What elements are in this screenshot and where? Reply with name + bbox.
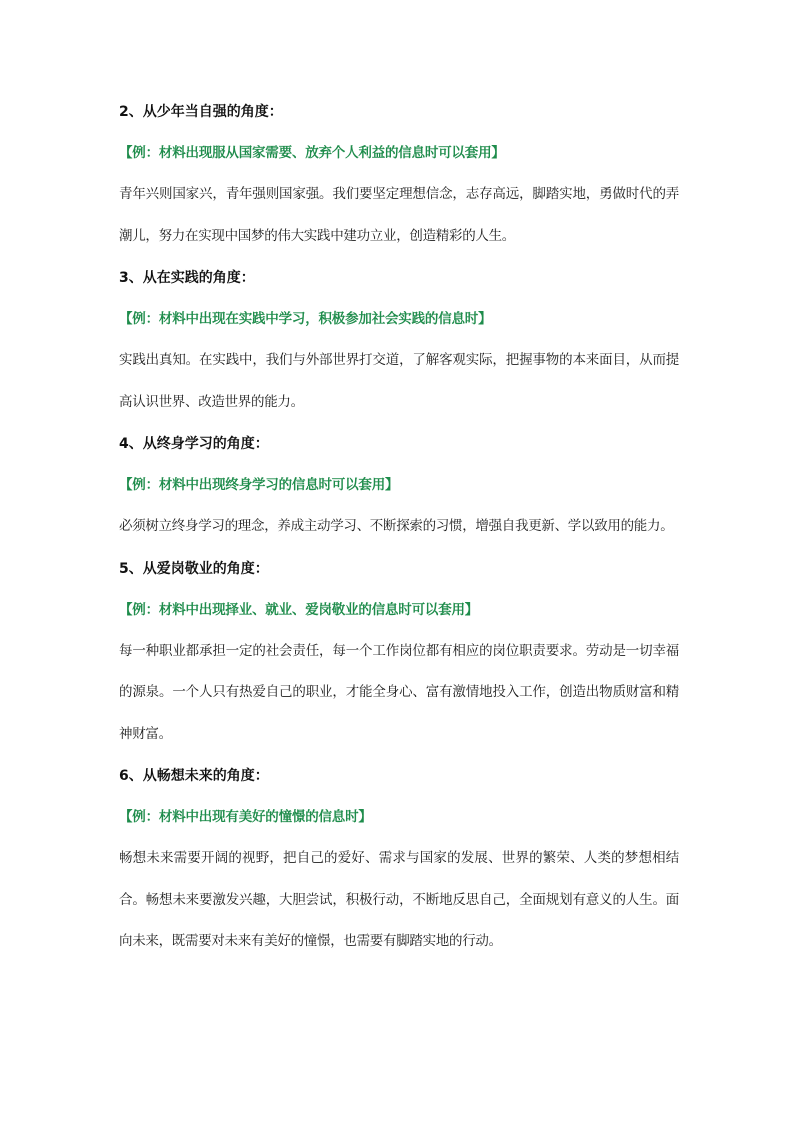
section-work-dedication (119, 559, 679, 756)
section-body: 畅想未来需要开阔的视野，把自己的爱好、需求与国家的发展、世界的繁荣、人类的梦想相结合。畅想未来要激发兴趣，大胆尝试，积极行动，不断地反思自己，全面规划有意义的人生。面向未来，既需要对未来有美好的憧憬，也需要有脚踏实地的行动。 (119, 850, 679, 949)
section-heading: 3、从在实践的角度： (119, 270, 255, 286)
section-body: 必须树立终身学习的理念，养成主动学习、不断探索的习惯，增强自我更新、学以致用的能力。 (119, 518, 674, 534)
section-future (119, 766, 679, 963)
section-heading: 2、从少年当自强的角度： (119, 104, 283, 120)
section-lifelong-learning (119, 434, 679, 548)
section-heading: 4、从终身学习的角度： (119, 436, 269, 452)
example-note: 【例：材料中出现在实践中学习，积极参加社会实践的信息时】 (119, 311, 492, 327)
section-body: 实践出真知。在实践中，我们与外部世界打交道，了解客观实际，把握事物的本来面目，从而提高认识世界、改造世界的能力。 (119, 352, 679, 410)
example-note: 【例：材料出现服从国家需要、放弃个人利益的信息时可以套用】 (119, 145, 505, 161)
example-note: 【例：材料中出现终身学习的信息时可以套用】 (119, 477, 399, 493)
section-heading: 5、从爱岗敬业的角度： (119, 560, 269, 577)
section-body: 每一种职业都承担一定的社会责任，每一个工作岗位都有相应的岗位职责要求。劳动是一切幸福的源泉。一个人只有热爱自己的职业，才能全身心、富有激情地投入工作，创造出物质财富和精神财富。 (119, 642, 679, 742)
document-page (119, 102, 679, 974)
section-practice (119, 268, 679, 423)
section-heading: 6、从畅想未来的角度： (119, 768, 269, 784)
example-note: 【例：材料中出现择业、就业、爱岗敬业的信息时可以套用】 (119, 601, 479, 618)
section-body: 青年兴则国家兴，青年强则国家强。我们要坚定理想信念，志存高远，脚踏实地，勇做时代的弄潮儿，努力在实现中国梦的伟大实践中建功立业，创造精彩的人生。 (119, 186, 679, 244)
example-note: 【例：材料中出现有美好的憧憬的信息时】 (119, 809, 372, 825)
section-youth (119, 102, 679, 257)
